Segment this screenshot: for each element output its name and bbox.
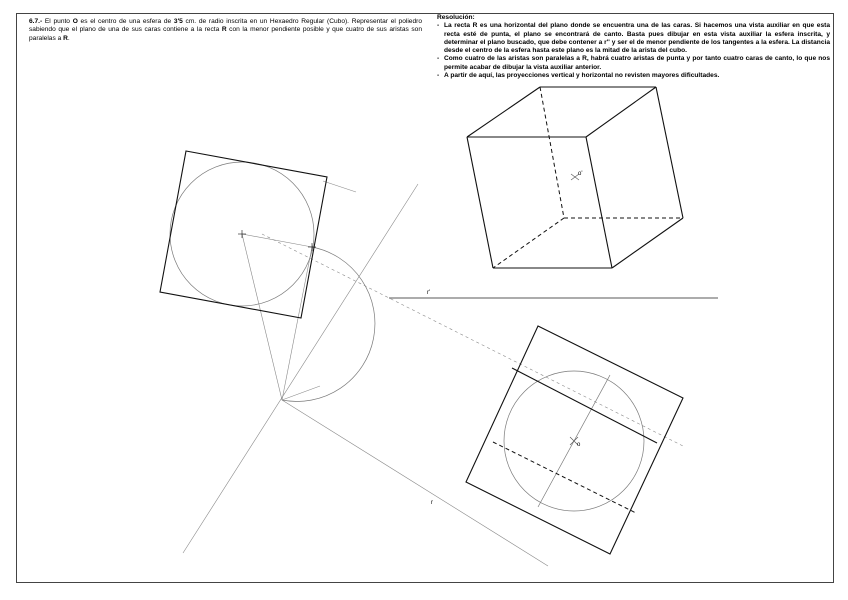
resolution-bullet: - La recta R es una horizontal del plano donde se encuentra una de las caras. Si hacemos una vista auxiliar en que esta recta esté de punta, el plano se encontrará de canto. Basta pues dibujar en esta vista auxiliar la esfera inscrita, y determinar el plano buscado, que debe contener a r'' y ser el de menor pendiente de los tangentes a la esfera. La distancia desde el centro de la esfera hasta este plano es la mitad de la arista del cubo. bbox=[437, 22, 830, 55]
resolution-bullet-text: Como cuatro de las aristas son paralelas a R, habrá cuatro aristas de punta y por tanto cuatro caras de canto, lo que nos permite acabar de dibujar la vista auxiliar anterior. bbox=[444, 55, 830, 71]
construction-tick bbox=[323, 181, 356, 192]
resolution-bullet-text: La recta R es una horizontal del plano donde se encuentra una de las caras. Si hacemos una vista auxiliar en que esta recta esté de punta, el plano se encontrará de canto. Basta pues dibujar en esta vista auxiliar la esfera inscrita, y determinar el plano buscado, que debe contener a r'' y ser el de menor pendiente de los tangentes a la esfera. La distancia desde el centro de la esfera hasta este plano es la mitad de la arista del cubo. bbox=[444, 22, 830, 55]
radius-line bbox=[242, 234, 312, 247]
label-o-prime: o' bbox=[578, 171, 583, 177]
label-r: r bbox=[431, 500, 433, 506]
statement-text-2: es el centro de una esfera de bbox=[77, 18, 174, 25]
line-r-horizontal bbox=[282, 400, 548, 566]
vertical-projection-cube bbox=[467, 87, 683, 268]
statement-radius: 3'5 bbox=[173, 18, 183, 25]
problem-number: 6.7.- bbox=[29, 18, 43, 25]
resolution-bullet: - A partir de aquí, las proyecciones vertical y horizontal no revisten mayores dificultades. bbox=[437, 72, 720, 80]
construction-line-center-drop bbox=[242, 234, 282, 400]
construction-line-long bbox=[183, 184, 418, 553]
label-o: o bbox=[577, 442, 581, 448]
resolution-bullet: - Como cuatro de las aristas son paralelas a R, habrá cuatro aristas de punta y por tanto cuatro caras de canto, lo que nos permite acabar de dibujar la vista auxiliar anterior. bbox=[437, 55, 830, 71]
resolution-bullet-text: A partir de aquí, las proyecciones vertical y horizontal no revisten mayores dificultades. bbox=[444, 72, 720, 80]
auxiliary-sphere bbox=[170, 162, 375, 401]
vertical-projection-hidden-edges bbox=[493, 87, 683, 268]
statement-text-4: con la menor pendiente posible y que cuatro de sus aristas son paralelas a bbox=[29, 26, 422, 42]
statement-text-5: . bbox=[67, 34, 70, 42]
statement-text-3: cm. de radio inscrita en un Hexaedro Regular (Cubo). Representar el poliedro sabiendo que el plano de una de sus caras contiene a la recta bbox=[29, 18, 423, 34]
construction-line-tangent-drop bbox=[282, 247, 312, 400]
statement-text-1: El punto bbox=[42, 18, 73, 25]
statement-line-r-2: R bbox=[63, 34, 68, 42]
statement-line-r: R bbox=[221, 26, 227, 34]
label-r-prime: r' bbox=[427, 290, 431, 296]
statement-point-o: O bbox=[72, 18, 78, 25]
center-projection-line bbox=[262, 234, 683, 446]
resolution-title: Resolución: bbox=[437, 14, 475, 21]
construction-lines bbox=[183, 181, 683, 566]
